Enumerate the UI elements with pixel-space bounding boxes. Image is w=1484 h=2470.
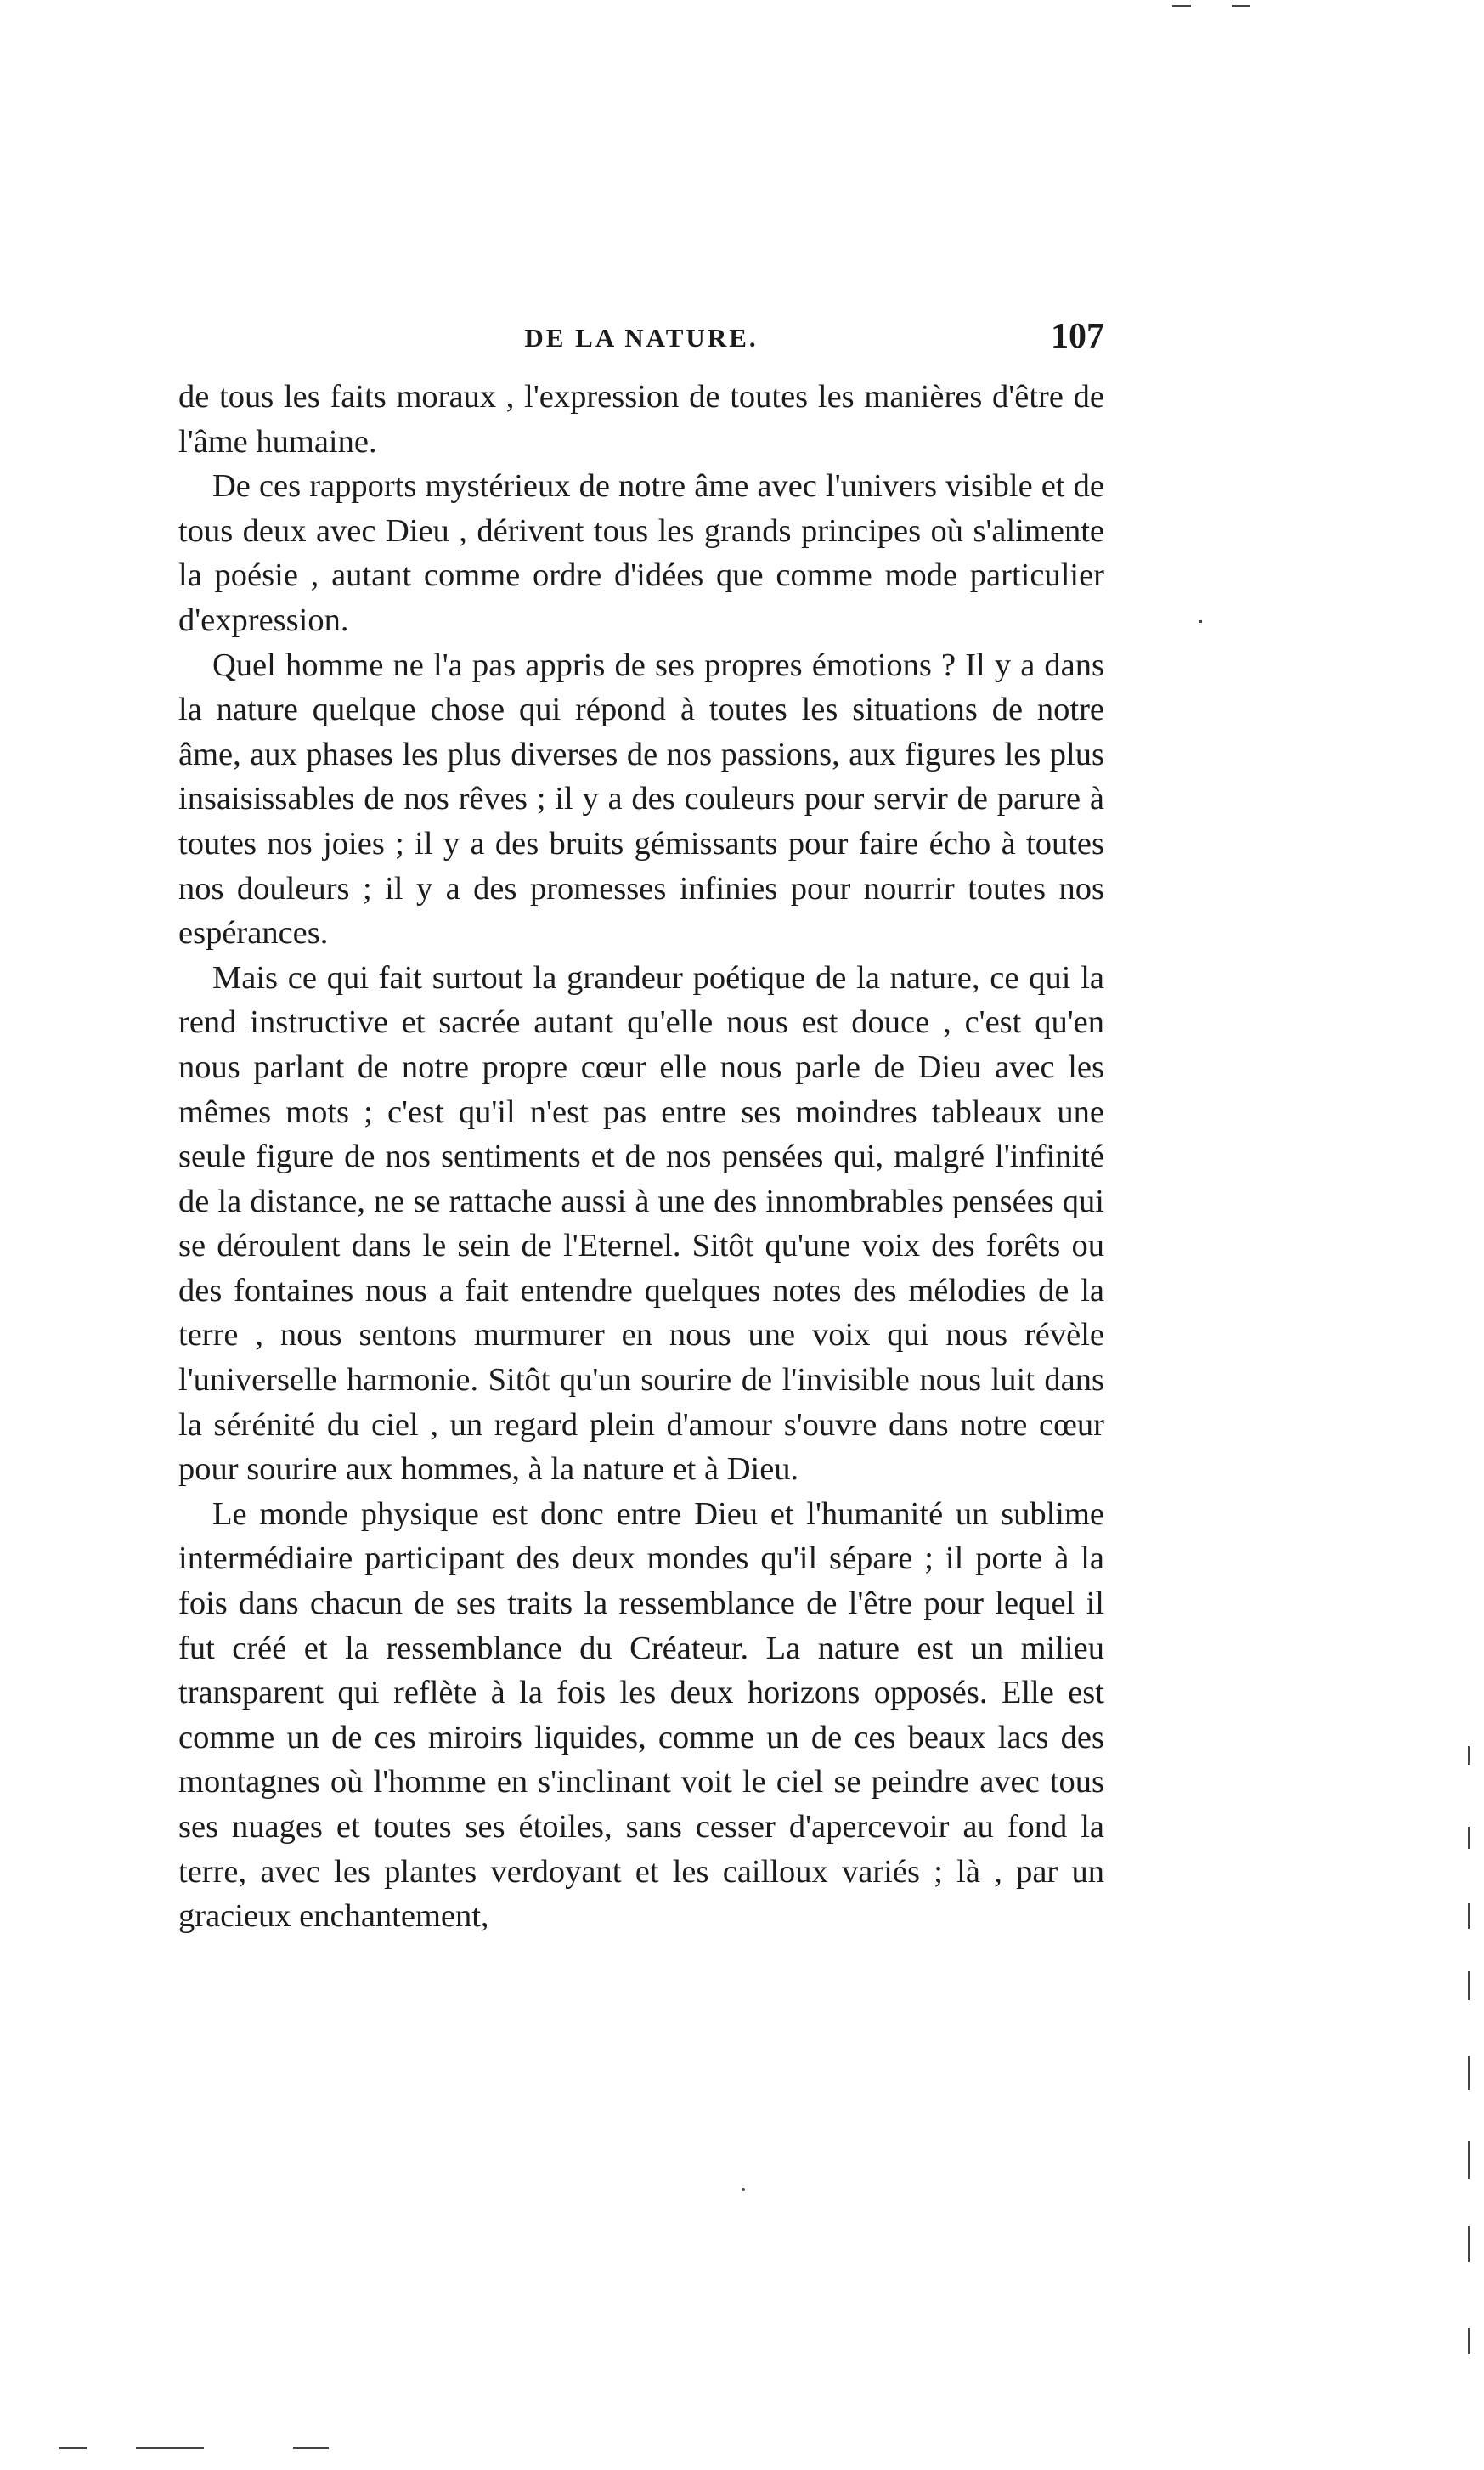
scan-mark [742, 2188, 745, 2191]
scan-mark [1468, 2141, 1470, 2179]
paragraph: Mais ce qui fait surtout la grandeur poétique de la nature, ce qui la rend instructive et sacrée autant qu'elle nous est douce , c'est qu'en nous parlant de notre propre cœur elle nous parle de Dieu avec les mêmes mots ; c'est qu'il n'est pas entre ses moindres tableaux une seule figure de nos sentiments et de nos pensées qui, malgré l'infinité de la distance, ne se rattache aussi à une des innombrables pensées qui se déroulent dans le sein de l'Eternel. Sitôt qu'une voix des forêts ou des fontaines nous a fait entendre quelques notes des mélodies de la terre , nous sentons murmurer en nous une voix qui nous révèle l'universelle harmonie. Sitôt qu'un sourire de l'invisible nous luit dans la sérénité du ciel , un regard plein d'amour s'ouvre dans notre cœur pour sourire aux hommes, à la nature et à Dieu. [178, 959, 1104, 1488]
scan-mark [1232, 5, 1250, 7]
running-title: DE LA NATURE. [524, 323, 759, 353]
scan-mark [1468, 1971, 1470, 2000]
scan-mark [1172, 5, 1191, 7]
scan-mark [293, 2447, 329, 2449]
scan-mark [1468, 2056, 1470, 2090]
scan-mark [1468, 1903, 1470, 1929]
scan-mark [136, 2447, 204, 2449]
paragraph: Le monde physique est donc entre Dieu et l'humanité un sublime intermédiaire participant des deux mondes qu'il sépare ; il porte à la fois dans chacun de ses traits la ressemblance de l'être pour lequel il fut créé et la ressemblance du Créateur. La nature est un milieu transparent qui reflète à la fois les deux horizons opposés. Elle est comme un de ces miroirs liquides, comme un de ces beaux lacs des montagnes où l'homme en s'inclinant voit le ciel se peindre avec tous ses nuages et toutes ses étoiles, sans cesser d'apercevoir au fond la terre, avec les plantes verdoyant et les cailloux variés ; là , par un gracieux enchantement, [178, 1495, 1104, 1935]
scan-mark [1468, 1827, 1470, 1849]
running-head [178, 316, 1104, 367]
paragraph: de tous les faits moraux , l'expression de toutes les manières d'être de l'âme humaine. [178, 379, 1104, 460]
scan-mark [1468, 2226, 1470, 2262]
paragraph: De ces rapports mystérieux de notre âme avec l'univers visible et de tous deux avec Dieu , dérivent tous les grands principes où s'alimente la poésie , autant comme ordre d'idées que comme mode particulier d'expression. [178, 468, 1104, 638]
page-number: 107 [1051, 317, 1104, 356]
scan-mark [1468, 1746, 1470, 1765]
scan-mark [1468, 2328, 1470, 2354]
scan-mark [1199, 620, 1202, 623]
paragraph: Quel homme ne l'a pas appris de ses propres émotions ? Il y a dans la nature quelque chose qui répond à toutes les situations de notre âme, aux phases les plus diverses de nos passions, aux figures les plus insaisissables de nos rêves ; il y a des couleurs pour servir de parure à toutes nos joies ; il y a des bruits gémissants pour faire écho à toutes nos douleurs ; il y a des promesses infinies pour nourrir toutes nos espérances. [178, 647, 1104, 952]
scan-mark [59, 2447, 87, 2449]
body-text [178, 375, 1104, 1939]
